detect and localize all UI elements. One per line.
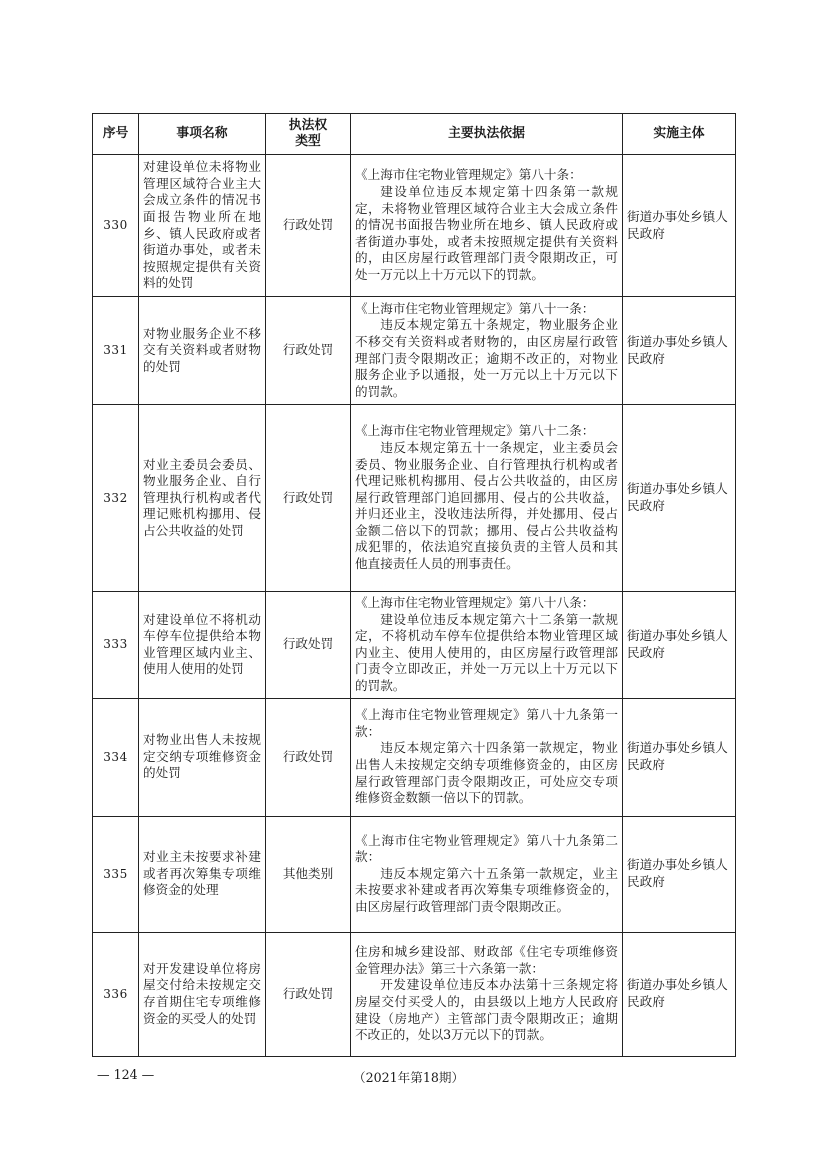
header-subject: 实施主体	[623, 114, 736, 155]
basis-citation: 《上海市住宅物业管理规定》第八十九条第二款：	[355, 832, 618, 865]
basis-text: 建设单位违反本规定第六十二条第一款规定，不将机动车停车位提供给本物业管理区域内业主、使用人使用的，由区房屋行政管理部门责令立即改正，并处一万元以上十万元以下的罚款。	[355, 611, 618, 693]
legal-basis	[351, 155, 623, 297]
basis-text: 建设单位违反本规定第十四条第一款规定，未将物业管理区域符合业主大会成立条件的情况书面报告物业所在地乡、镇人民政府或者街道办事处，或者未按照规定提供有关资料的，由区房屋行政管理部门责令限期改正，可处一万元以上十万元以下的罚款。	[355, 184, 618, 282]
table-row	[93, 405, 736, 592]
basis-text: 违反本规定第五十一条规定，业主委员会委员、物业服务企业、自行管理执行机构或者代理记账机构挪用、侵占公共收益的，由区房屋行政管理部门追回挪用、侵占的公共收益，并归还业主，没收违法所得，并处挪用、侵占金额二倍以下的罚款；挪用、侵占公共收益构成犯罪的，依法追究直接负责的主管人员和其他直接责任人员的刑事责任。	[355, 439, 618, 572]
header-basis: 主要执法依据	[351, 114, 623, 155]
basis-citation: 住房和城乡建设部、财政部《住宅专项维修资金管理办法》第三十六条第一款：	[355, 944, 618, 976]
row-number: 333	[93, 592, 139, 699]
header-num: 序号	[93, 114, 139, 155]
table-row	[93, 932, 736, 1056]
table-row	[93, 816, 736, 932]
basis-text: 违反本规定第六十四条第一款规定，物业出售人未按规定交纳专项维修资金的，由区房屋行政管理部门责令限期改正，可处应交专项维修资金数额一倍以下的罚款。	[355, 740, 618, 806]
implementing-body: 街道办事处乡镇人民政府	[623, 592, 736, 699]
row-number: 336	[93, 932, 139, 1056]
legal-basis	[351, 698, 623, 816]
law-enforcement-table	[92, 113, 736, 1057]
table-row	[93, 698, 736, 816]
basis-text: 违反本规定第六十五条第一款规定，业主未按要求补建或者再次筹集专项维修资金的，由区房屋行政管理部门责令限期改正。	[355, 865, 618, 914]
enforcement-type: 行政处罚	[266, 297, 351, 405]
table-row	[93, 592, 736, 699]
enforcement-type: 其他类别	[266, 816, 351, 932]
basis-citation: 《上海市住宅物业管理规定》第八十八条：	[355, 595, 595, 610]
implementing-body: 街道办事处乡镇人民政府	[623, 405, 736, 592]
table-row	[93, 155, 736, 297]
item-name: 对建设单位不将机动车停车位提供给本物业管理区域内业主、使用人使用的处罚	[139, 592, 266, 699]
row-number: 335	[93, 816, 139, 932]
item-name: 对物业服务企业不移交有关资料或者财物的处罚	[139, 297, 266, 405]
enforcement-type: 行政处罚	[266, 698, 351, 816]
basis-citation: 《上海市住宅物业管理规定》第八十一条：	[355, 300, 595, 316]
table-header-row	[93, 114, 736, 155]
implementing-body: 街道办事处乡镇人民政府	[623, 698, 736, 816]
legal-basis	[351, 592, 623, 699]
issue-label: （2021年第18期）	[353, 1070, 465, 1085]
enforcement-type: 行政处罚	[266, 592, 351, 699]
legal-basis	[351, 405, 623, 592]
enforcement-type: 行政处罚	[266, 155, 351, 297]
table-row	[93, 297, 736, 405]
basis-citation: 《上海市住宅物业管理规定》第八十条：	[355, 167, 582, 183]
item-name: 对建设单位未将物业管理区域符合业主大会成立条件的情况书面报告物业所在地乡、镇人民政府或者街道办事处，或者未按照规定提供有关资料的处罚	[139, 155, 266, 297]
row-number: 334	[93, 698, 139, 816]
item-name: 对物业出售人未按规定交纳专项维修资金的处罚	[139, 698, 266, 816]
legal-basis	[351, 297, 623, 405]
legal-basis	[351, 932, 623, 1056]
basis-text: 违反本规定第五十条规定，物业服务企业不移交有关资料或者财物的，由区房屋行政管理部门责令限期改正；逾期不改正的，对物业服务企业予以通报，处一万元以上十万元以下的罚款。	[355, 317, 618, 399]
implementing-body: 街道办事处乡镇人民政府	[623, 297, 736, 405]
header-type	[266, 114, 351, 155]
enforcement-type: 行政处罚	[266, 932, 351, 1056]
header-type-label: 执法权类型	[288, 118, 328, 149]
item-name: 对业主未按要求补建或者再次筹集专项维修资金的处理	[139, 816, 266, 932]
row-number: 330	[93, 155, 139, 297]
header-name: 事项名称	[139, 114, 266, 155]
basis-citation: 《上海市住宅物业管理规定》第八十二条：	[355, 423, 595, 439]
row-number: 331	[93, 297, 139, 405]
item-name: 对业主委员会委员、物业服务企业、自行管理执行机构或者代理记账机构挪用、侵占公共收益的处罚	[139, 405, 266, 592]
page-number: — 124 —	[97, 1067, 155, 1082]
legal-basis	[351, 816, 623, 932]
row-number: 332	[93, 405, 139, 592]
implementing-body: 街道办事处乡镇人民政府	[623, 932, 736, 1056]
implementing-body: 街道办事处乡镇人民政府	[623, 816, 736, 932]
implementing-body: 街道办事处乡镇人民政府	[623, 155, 736, 297]
enforcement-type: 行政处罚	[266, 405, 351, 592]
item-name: 对开发建设单位将房屋交付给未按规定交存首期住宅专项维修资金的买受人的处罚	[139, 932, 266, 1056]
basis-citation: 《上海市住宅物业管理规定》第八十九条第一款：	[355, 707, 618, 739]
basis-text: 开发建设单位违反本办法第十三条规定将房屋交付买受人的，由县级以上地方人民政府建设（房地产）主管部门责令限期改正；逾期不改正的，处以3万元以下的罚款。	[355, 977, 618, 1043]
